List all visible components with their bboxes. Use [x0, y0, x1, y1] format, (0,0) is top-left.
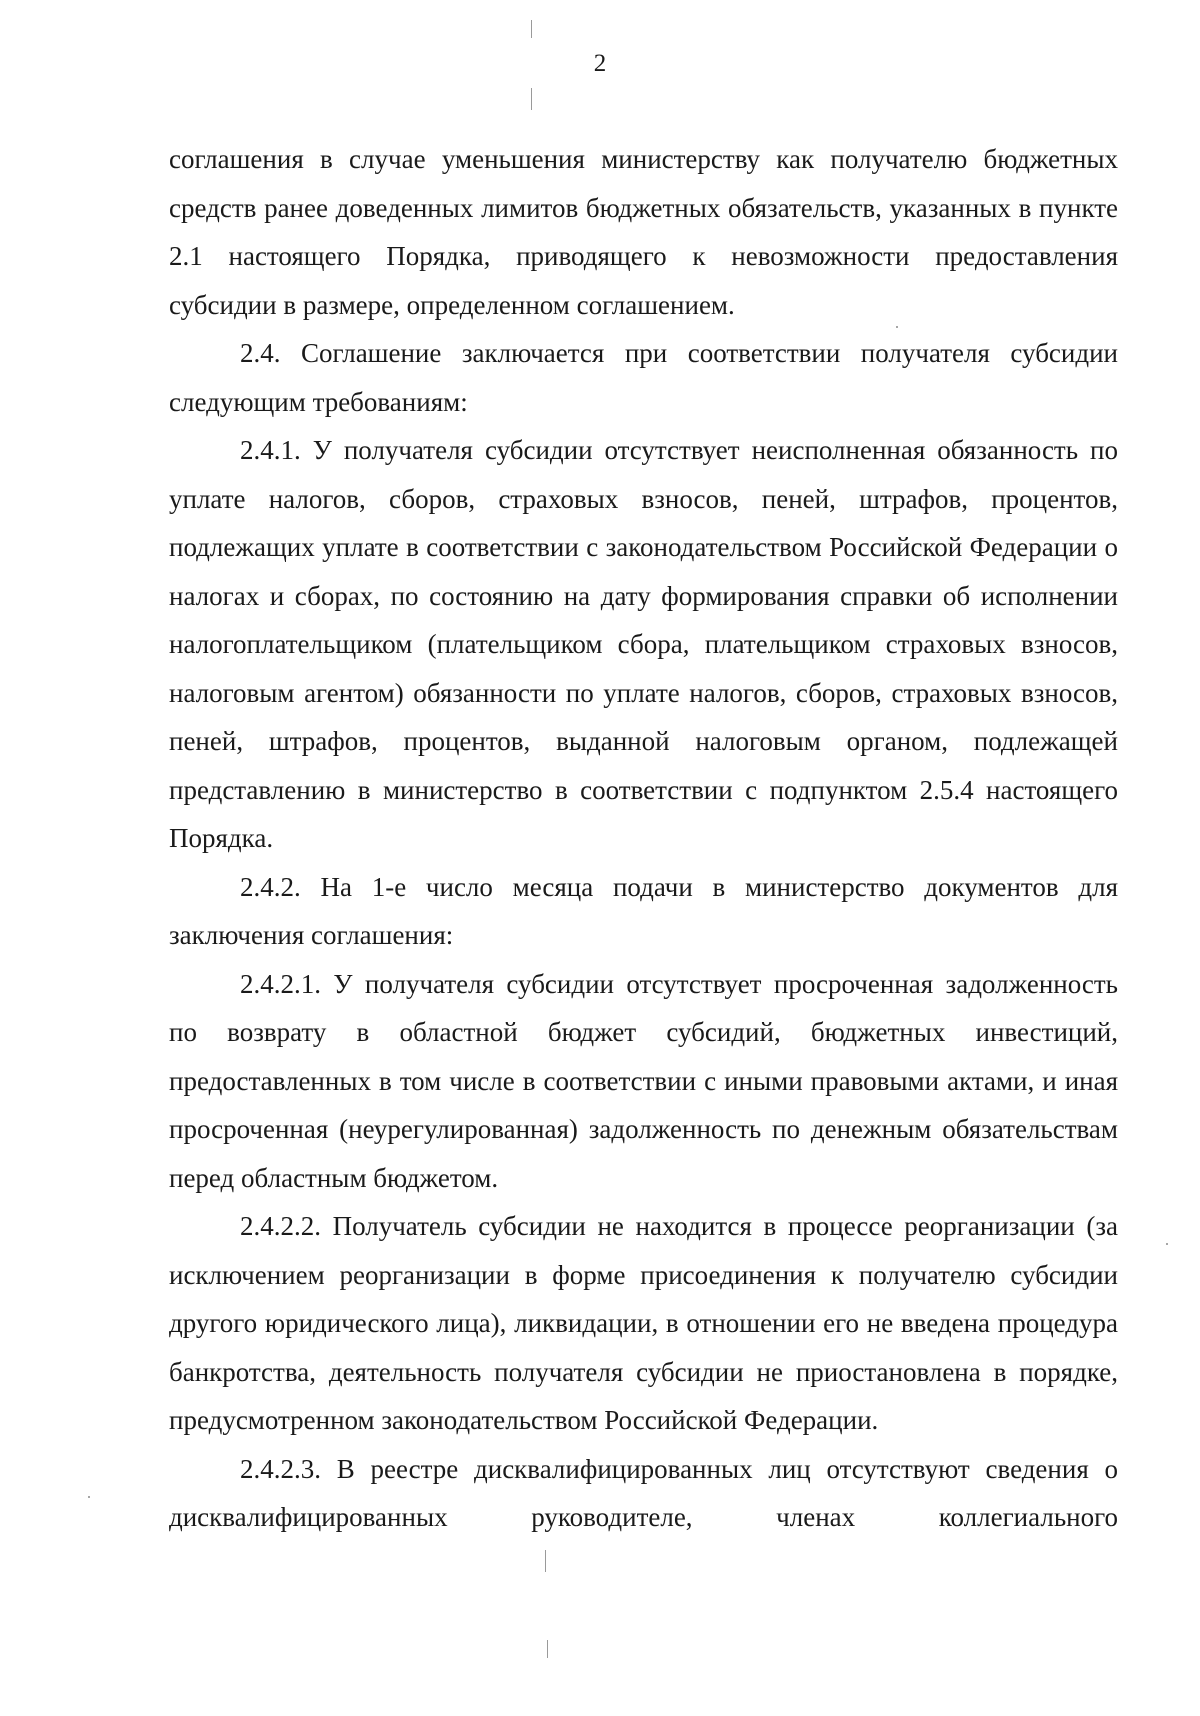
- scan-artifact-line: [531, 88, 532, 110]
- paragraph-2-4-2-3: 2.4.2.3. В реестре дисквалифицированных лиц отсутствуют сведения о дисквалифицированных руководителе, членах коллегиального: [169, 1453, 1118, 1532]
- paragraph-2-4-1: 2.4.1. У получателя субсидии отсутствует неисполненная обязанность по уплате налогов, сборов, страховых взносов, пеней, штрафов, процентов, подлежащих уплате в соответствии с законодательством Российской Федерации о налогах и сборах, по состоянию на дату формирования справки об исполнении налогоплательщиком (плательщиком сбора, плательщиком страховых взносов, налоговым агентом) обязанности по уплате налогов, сборов, страховых взносов, пеней, штрафов, процентов, выданной налоговым органом, подлежащей представлению в министерство в соответствии с подпунктом 2.5.4 настоящего Порядка.: [169, 435, 1118, 853]
- scan-artifact-line: [531, 20, 532, 38]
- scan-artifact-dot: [88, 1496, 90, 1498]
- scan-artifact-line: [547, 1640, 548, 1658]
- scan-artifact-line: [545, 1550, 546, 1572]
- paragraph-2-4-2-1: 2.4.2.1. У получателя субсидии отсутствует просроченная задолженность по возврату в областной бюджет субсидий, бюджетных инвестиций, предоставленных в том числе в соответствии с иными правовыми актами, и иная просроченная (неурегулированная) задолженность по денежным обязательствам перед областным бюджетом.: [169, 968, 1118, 1193]
- document-body: [169, 135, 1118, 1542]
- scan-artifact-dot: [1166, 1243, 1168, 1245]
- paragraph-2-4: 2.4. Соглашение заключается при соответствии получателя субсидии следующим требованиям:: [169, 338, 1118, 417]
- page-number: 2: [593, 50, 607, 77]
- paragraph-continuation: соглашения в случае уменьшения министерству как получателю бюджетных средств ранее доведенных лимитов бюджетных обязательств, указанных в пункте 2.1 настоящего Порядка, приводящего к невозможности предоставления субсидии в размере, определенном соглашением.: [169, 144, 1118, 320]
- paragraph-2-4-2: 2.4.2. На 1-е число месяца подачи в министерство документов для заключения соглашения:: [169, 871, 1118, 950]
- paragraph-2-4-2-2: 2.4.2.2. Получатель субсидии не находится в процессе реорганизации (за исключением реорганизации в форме присоединения к получателю субсидии другого юридического лица), ликвидации, в отношении его не введена процедура банкротства, деятельность получателя субсидии не приостановлена в порядке, предусмотренном законодательством Российской Федерации.: [169, 1211, 1118, 1435]
